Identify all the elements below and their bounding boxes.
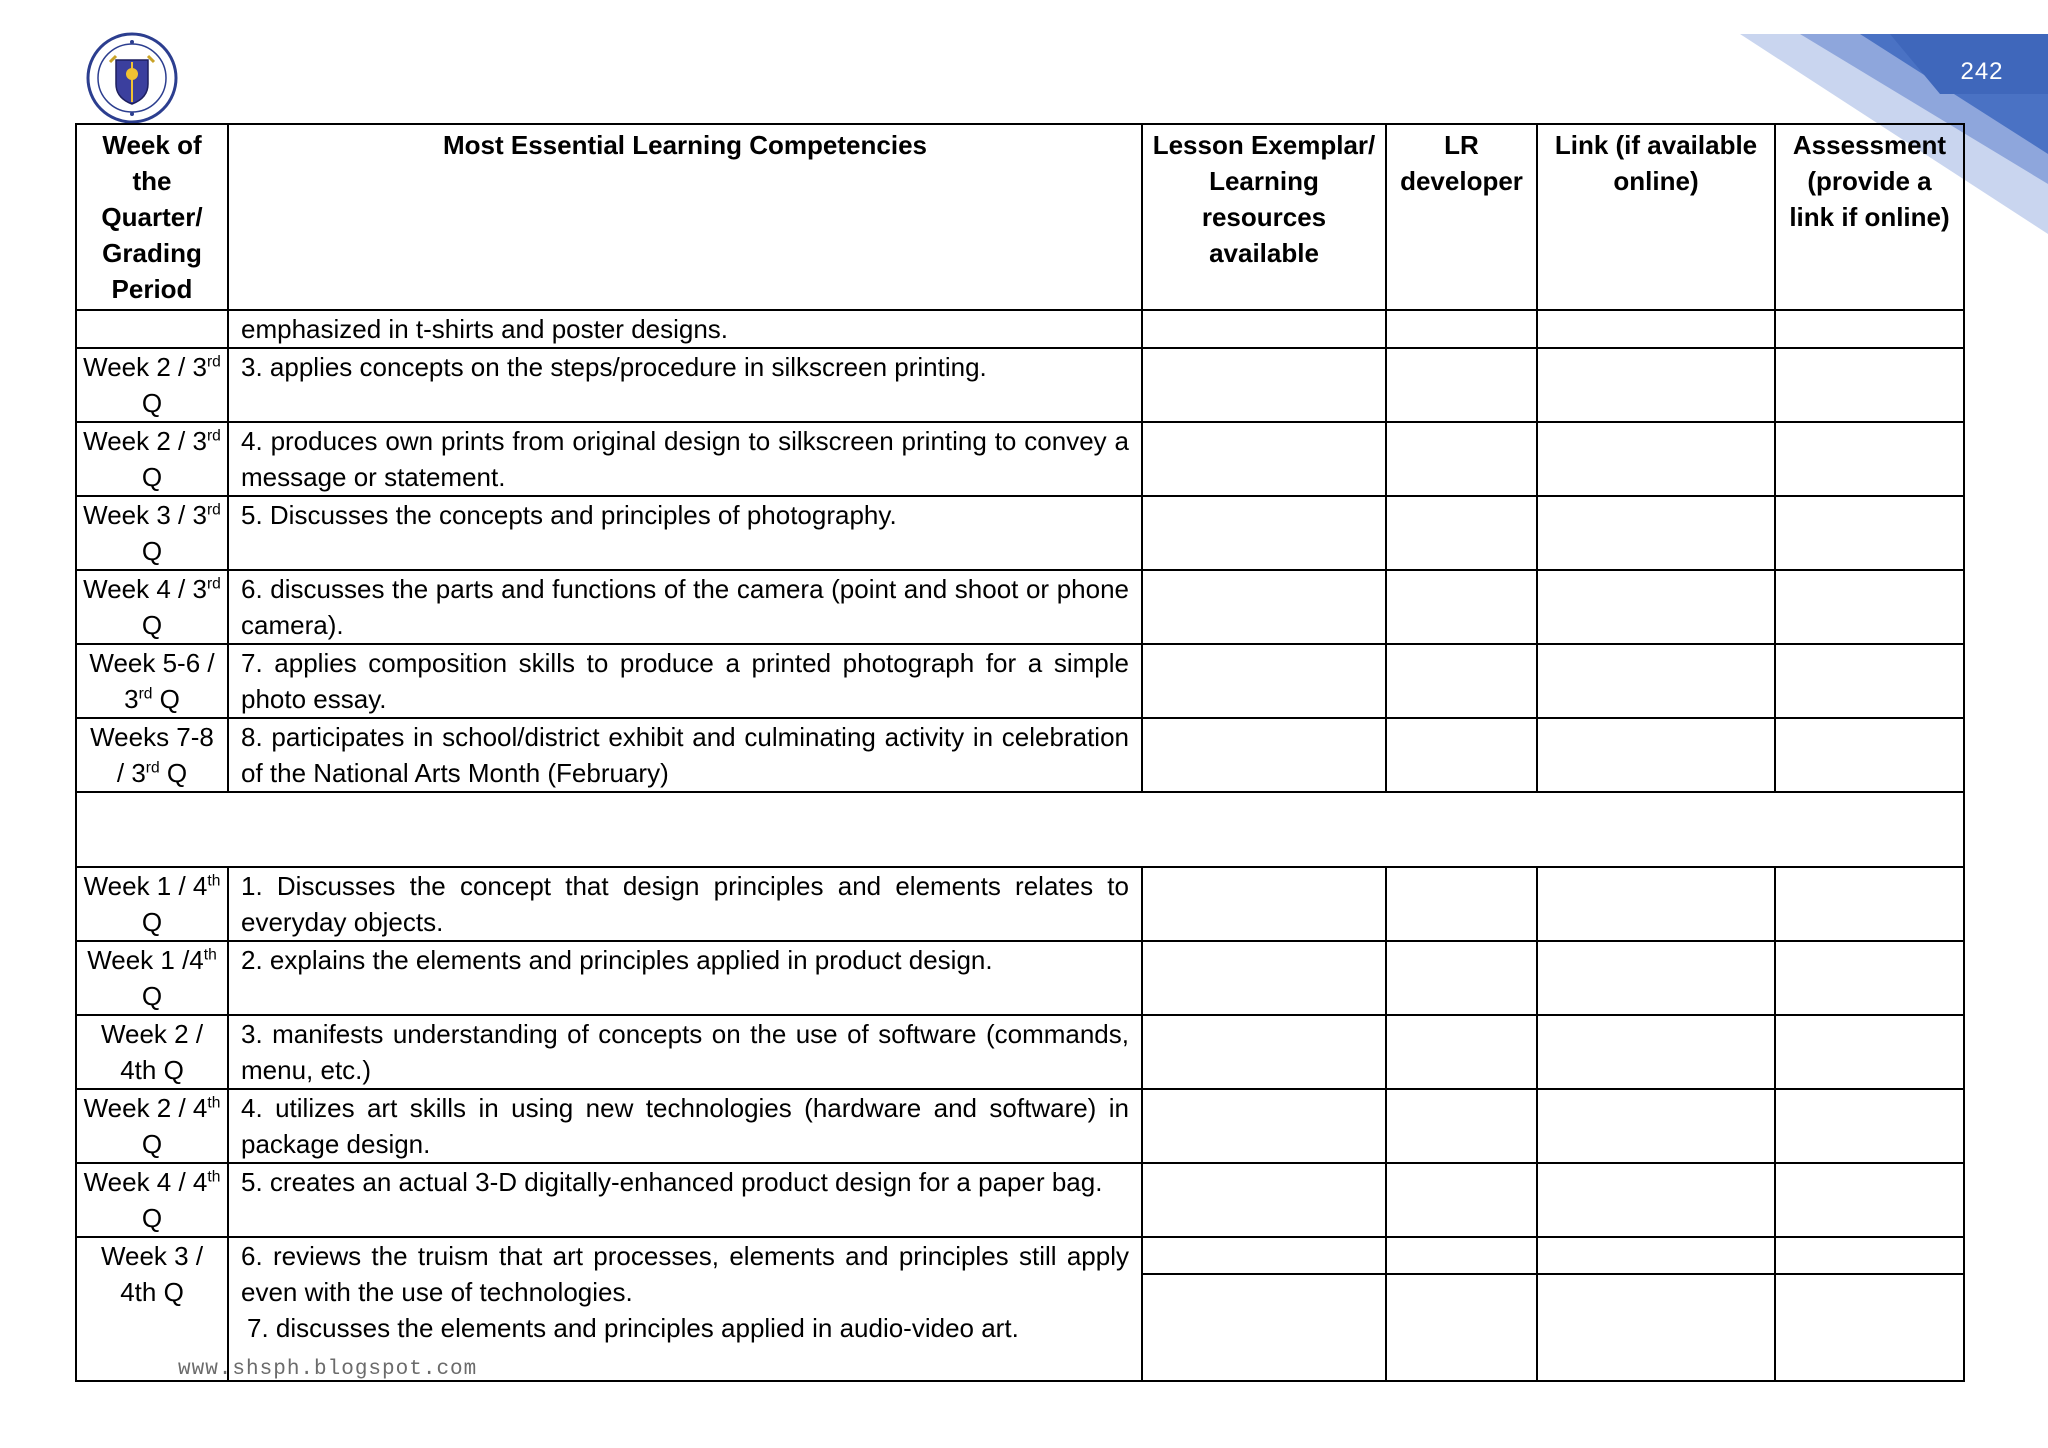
empty-cell	[1537, 941, 1775, 1015]
week-cell: Week 2 / 3rd Q	[76, 348, 228, 422]
empty-cell	[1142, 1237, 1386, 1274]
empty-cell	[1386, 348, 1537, 422]
header-week: Week of the Quarter/ Grading Period	[76, 124, 228, 310]
empty-cell	[1775, 348, 1964, 422]
table-row	[76, 422, 1964, 496]
table-row	[76, 718, 1964, 792]
empty-cell	[1386, 644, 1537, 718]
empty-cell	[1386, 496, 1537, 570]
week-cell: Week 3 / 3rd Q	[76, 496, 228, 570]
empty-cell	[1386, 310, 1537, 348]
table-row	[76, 941, 1964, 1015]
empty-cell	[1775, 867, 1964, 941]
header-lr-developer: LR developer	[1386, 124, 1537, 310]
table-row	[76, 1237, 1964, 1274]
empty-cell	[1142, 718, 1386, 792]
empty-cell	[1142, 310, 1386, 348]
competency-cell: 6. discusses the parts and functions of the camera (point and shoot or phone camera).	[228, 570, 1142, 644]
week-cell: Week 2 / 4th Q	[76, 1015, 228, 1089]
empty-cell	[1775, 496, 1964, 570]
table-row	[76, 867, 1964, 941]
table-row	[76, 348, 1964, 422]
week-cell: Week 4 / 3rd Q	[76, 570, 228, 644]
empty-cell	[1537, 644, 1775, 718]
week-cell: Week 2 / 4th Q	[76, 1089, 228, 1163]
empty-cell	[1775, 1163, 1964, 1237]
empty-cell	[1775, 1237, 1964, 1274]
competency-cell: 2. explains the elements and principles applied in product design.	[228, 941, 1142, 1015]
competency-cell: 4. produces own prints from original design to silkscreen printing to convey a message or statement.	[228, 422, 1142, 496]
empty-cell	[1537, 348, 1775, 422]
competency-cell: 3. manifests understanding of concepts on the use of software (commands, menu, etc.)	[228, 1015, 1142, 1089]
empty-cell	[1775, 570, 1964, 644]
week-cell: Week 1 /4th Q	[76, 941, 228, 1015]
week-cell: Week 2 / 3rd Q	[76, 422, 228, 496]
table-row	[76, 1015, 1964, 1089]
week-cell: Week 1 / 4th Q	[76, 867, 228, 941]
empty-cell	[1142, 1274, 1386, 1381]
week-cell: Week 5-6 / 3rd Q	[76, 644, 228, 718]
week-cell: Week 3 / 4th Q	[76, 1237, 228, 1381]
empty-cell	[1537, 1089, 1775, 1163]
empty-cell	[1386, 570, 1537, 644]
page-number: 242	[1960, 58, 2004, 85]
competency-cell: 7. applies composition skills to produce a printed photograph for a simple photo essay.	[228, 644, 1142, 718]
table-row	[76, 570, 1964, 644]
deped-seal-logo	[86, 32, 178, 124]
empty-cell	[1386, 1089, 1537, 1163]
empty-cell	[1537, 718, 1775, 792]
empty-cell	[1386, 1274, 1537, 1381]
empty-cell	[1775, 310, 1964, 348]
competency-6-text: 6. reviews the truism that art processes, elements and principles still apply even with the use of technologies.	[241, 1241, 1129, 1307]
header-lesson-exemplar: Lesson Exemplar/ Learning resources available	[1142, 124, 1386, 310]
empty-cell	[1775, 422, 1964, 496]
empty-cell	[1142, 496, 1386, 570]
empty-cell	[1386, 718, 1537, 792]
empty-cell	[1775, 1089, 1964, 1163]
competency-cell: 4. utilizes art skills in using new technologies (hardware and software) in package design.	[228, 1089, 1142, 1163]
empty-cell	[1142, 422, 1386, 496]
week-cell: Week 4 / 4th Q	[76, 1163, 228, 1237]
empty-cell	[1386, 941, 1537, 1015]
empty-cell	[1386, 867, 1537, 941]
week-cell: Weeks 7-8 / 3rd Q	[76, 718, 228, 792]
empty-cell	[1537, 867, 1775, 941]
empty-cell	[1775, 1274, 1964, 1381]
competency-7-text: 7. discusses the elements and principles applied in audio-video art.	[247, 1313, 1019, 1343]
empty-cell	[1537, 422, 1775, 496]
empty-cell	[1386, 1163, 1537, 1237]
empty-cell	[1775, 941, 1964, 1015]
competency-cell: emphasized in t-shirts and poster designs.	[228, 310, 1142, 348]
competency-cell: 3. applies concepts on the steps/procedure in silkscreen printing.	[228, 348, 1142, 422]
empty-cell	[1775, 718, 1964, 792]
empty-cell	[1142, 1015, 1386, 1089]
competency-cell: 5. creates an actual 3-D digitally-enhanced product design for a paper bag.	[228, 1163, 1142, 1237]
empty-cell	[1537, 1015, 1775, 1089]
watermark-text: www.shsph.blogspot.com	[178, 1358, 478, 1381]
empty-cell	[1537, 1163, 1775, 1237]
header-competencies: Most Essential Learning Competencies	[228, 124, 1142, 310]
empty-cell	[1386, 422, 1537, 496]
empty-cell	[1386, 1237, 1537, 1274]
table-header-row	[76, 124, 1964, 310]
competency-cell: 5. Discusses the concepts and principles of photography.	[228, 496, 1142, 570]
table-row	[76, 1089, 1964, 1163]
table-row	[76, 496, 1964, 570]
empty-cell	[1142, 1163, 1386, 1237]
header-assessment: Assessment (provide a link if online)	[1775, 124, 1964, 310]
table-row	[76, 644, 1964, 718]
empty-cell	[1537, 310, 1775, 348]
empty-cell	[1142, 941, 1386, 1015]
empty-cell	[1537, 496, 1775, 570]
empty-cell	[1142, 348, 1386, 422]
empty-cell	[1386, 1015, 1537, 1089]
table-row	[76, 310, 1964, 348]
week-cell	[76, 310, 228, 348]
empty-cell	[1537, 1274, 1775, 1381]
competency-cell: 8. participates in school/district exhibit and culminating activity in celebration of the National Arts Month (February)	[228, 718, 1142, 792]
competency-cell: 1. Discusses the concept that design principles and elements relates to everyday objects.	[228, 867, 1142, 941]
spacer-row	[76, 792, 1964, 867]
header-link: Link (if available online)	[1537, 124, 1775, 310]
melc-table	[75, 123, 1965, 1382]
empty-cell	[1775, 644, 1964, 718]
empty-cell	[1142, 644, 1386, 718]
empty-merged-cell	[76, 792, 1964, 867]
empty-cell	[1142, 867, 1386, 941]
empty-cell	[1775, 1015, 1964, 1089]
empty-cell	[1142, 570, 1386, 644]
empty-cell	[1142, 1089, 1386, 1163]
empty-cell	[1537, 570, 1775, 644]
table-row	[76, 1163, 1964, 1237]
empty-cell	[1537, 1237, 1775, 1274]
